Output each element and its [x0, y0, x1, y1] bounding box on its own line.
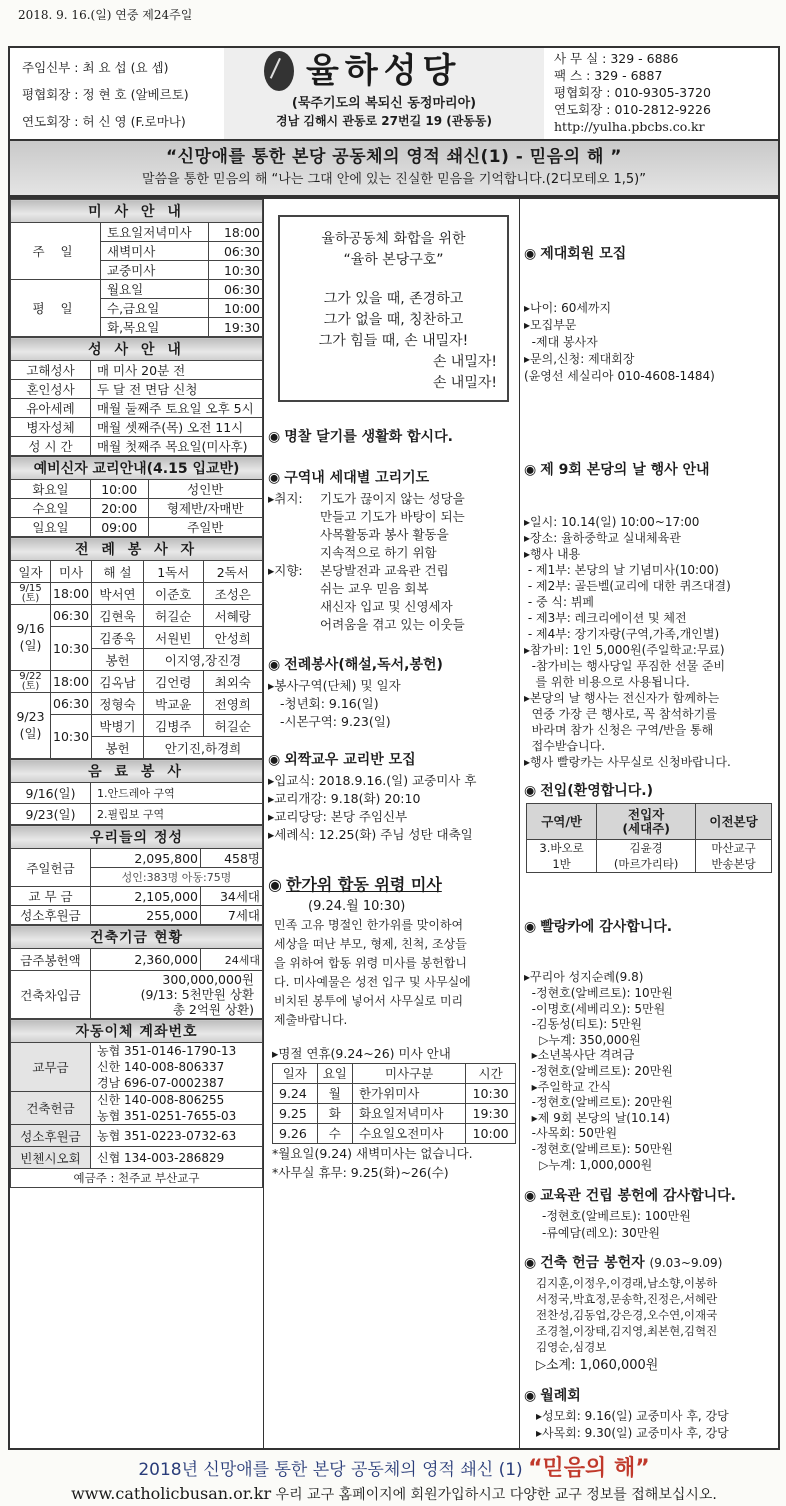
sacrament-name: 고해성사	[11, 361, 91, 380]
purpose-line: 만들고 기도가 바탕이 되는	[320, 509, 465, 524]
sacrament-title: 성 사 안 내	[11, 338, 263, 361]
commentator: 김현욱	[92, 605, 144, 627]
account-number: 농협 351-0251-7655-03	[97, 1109, 237, 1123]
bullseye-icon: ◉	[524, 919, 537, 936]
service-date: 9/16 (일)	[11, 605, 51, 671]
drinks-date: 9/16(일)	[11, 783, 91, 804]
altar-recruit-section	[524, 211, 774, 419]
account-number: 신한 140-008-806255	[97, 1093, 225, 1107]
pastor-info: 주임신부 : 최 요 섭 (요 셉)	[22, 60, 169, 75]
commentator: 박서연	[92, 583, 144, 605]
mass-time: 10:30	[51, 715, 92, 759]
holiday-day: 월	[317, 1084, 352, 1104]
col-header: 구역/반	[527, 804, 597, 840]
donation-line: -류예담(레오): 30만원	[542, 1226, 660, 1241]
donor-names: 전찬성,김동업,강은경,오수연,이재국	[536, 1308, 718, 1323]
account-label: 빈첸시오회	[11, 1147, 91, 1169]
body-line: 다. 미사예물은 성전 입구 및 사무실에	[274, 975, 471, 989]
event-line: ▸본당의 날 행사는 전신자가 함께하는	[524, 691, 720, 705]
palanca-line: ▸소년복사단 격려금	[524, 1048, 635, 1063]
altar-line: ▸모집부문	[524, 318, 577, 332]
palanca-line: ▷누계: 350,000원	[524, 1032, 641, 1047]
holiday-day: 화	[317, 1104, 352, 1124]
building-donors-section	[524, 1254, 774, 1375]
chuseok-time: (9.24.월 10:30)	[308, 899, 406, 914]
col-header: 일자	[11, 561, 51, 583]
service-line: -시몬구역: 9.23(일)	[280, 714, 391, 729]
aim-line: 어려움을 겪고 있는 이웃들	[320, 617, 465, 632]
aim-line: 쉬는 교우 믿음 회복	[320, 581, 429, 596]
transfer-district: 3.바오로 1반	[527, 840, 597, 873]
section-title: 외짝교우 교리반 모집	[284, 752, 416, 768]
sacrament-info: 두 달 전 면담 신청	[91, 380, 263, 399]
purpose-line: 기도가 끊이지 않는 성당을	[320, 491, 465, 506]
bullseye-icon: ◉	[268, 429, 281, 445]
class-type: 주일반	[148, 518, 263, 537]
website-link[interactable]: http://yulha.pbcbs.co.kr	[554, 119, 705, 134]
body-line: 을 위하여 합동 위령 미사를 봉헌합니	[274, 956, 467, 970]
class-type: 형제반/자매반	[148, 499, 263, 518]
first-reader: 김병주	[144, 715, 203, 737]
class-line: 교리당당: 본당 주임신부	[274, 809, 408, 824]
event-line: ▸장소: 율하중학교 실내체육관	[524, 531, 681, 545]
parish-patron: (묵주기도의 복되신 동정마리아)	[291, 96, 477, 111]
event-line: 바라며 참가 신청은 구역/반을 통해	[524, 723, 714, 737]
offering-table	[10, 825, 263, 925]
offering-label: 성소후원금	[11, 906, 91, 925]
holiday-note: *사무실 휴무: 9.25(화)~26(수)	[272, 1165, 449, 1180]
transfer-previous-parish: 마산교구 반송본당	[696, 840, 772, 873]
altar-line: (윤영선 세실리아 010-4608-1484)	[524, 369, 715, 383]
fund-count: 24세대	[201, 949, 263, 971]
sunday-label: 주 일	[11, 223, 101, 280]
theme-title: “신망애를 통한 본당 공동체의 영적 쇄신(1) - 믿음의 해 ”	[166, 147, 622, 167]
donors-period: (9.03~9.09)	[649, 1256, 723, 1271]
holiday-time: 10:00	[466, 1124, 516, 1144]
mass-time: 10:30	[209, 261, 263, 280]
event-line: 연중 가장 큰 행사로, 꼭 참석하기를	[524, 707, 717, 721]
sacrament-name: 병자성체	[11, 418, 91, 437]
palanca-line: ▷누계: 1,000,000원	[524, 1157, 653, 1172]
second-reader: 조성은	[203, 583, 262, 605]
commentator: 김옥남	[92, 671, 144, 693]
body-line: 민족 고유 명절인 한가위를 맞이하여	[274, 918, 464, 932]
col-header: 전입자 (세대주)	[597, 804, 696, 840]
first-reader: 박교윤	[144, 693, 203, 715]
service-date: 9/23 (일)	[11, 693, 51, 759]
class-line: 입교식: 2018.9.16.(일) 교중미사 후	[274, 773, 477, 788]
mass-schedule-table	[10, 199, 263, 337]
sacrament-info: 매 미사 20분 전	[91, 361, 263, 380]
second-reader: 안성희	[203, 627, 262, 649]
bullseye-icon: ◉	[524, 783, 537, 799]
palanca-line: -정현호(알베르토): 10만원	[524, 985, 673, 1000]
mass-schedule-title: 미 사 안 내	[11, 200, 263, 223]
prayer-chain-section: ◉ 구역내 세대별 고리기도 ▸취지: 기도가 끊이지 않는 성당을 만들고 기도가 바탕이 되는 사목활동과 봉사 활동을 지속적으로 하기 위함 ▸지향: 본당발전과 교육관 건립 쉬는 교우 믿음 회복 새신자 입교 및 신영세자 어려움을 겪고 있는 이웃들	[268, 470, 465, 632]
donor-names: 서정국,박효정,문송학,진정은,서혜란	[536, 1292, 718, 1307]
officers-block	[10, 48, 224, 139]
right-column	[520, 199, 778, 1448]
account-number: 경남 696-07-0002387	[97, 1076, 225, 1090]
commentator: 박병기	[92, 715, 144, 737]
mass-name: 월요일	[101, 280, 209, 299]
palanca-line: ▸주일학교 간식	[524, 1079, 612, 1094]
donor-names: 김지훈,이정우,이경래,남소향,이봉하	[536, 1276, 718, 1291]
theme-banner	[8, 141, 780, 197]
col-header: 미사	[51, 561, 92, 583]
palanca-line: ▸제 9회 본당의 날(10.14)	[524, 1110, 671, 1125]
nametag-text: 명찰 달기를 생활화 합시다.	[284, 429, 453, 445]
offering-amount: 2,095,800	[91, 849, 201, 868]
motto-title: “율하 본당구호”	[343, 252, 444, 268]
drinks-title: 음 료 봉 사	[11, 760, 263, 783]
council-president-info: 평협회장 : 정 현 호 (알베르토)	[22, 87, 189, 102]
account-label: 건축헌금	[11, 1092, 91, 1125]
section-title: 교육관 건립 봉헌에 감사합니다.	[540, 1188, 736, 1205]
offering-label: 주일헌금	[11, 849, 91, 887]
col-header: 이전본당	[696, 804, 772, 840]
mass-time: 06:30	[51, 605, 92, 627]
motto-line: 그가 없을 때, 칭찬하고	[323, 312, 464, 328]
palanca-line: -정현호(알베르토): 20만원	[524, 1095, 673, 1110]
purpose-line: 사목활동과 봉사 활동을	[320, 527, 449, 542]
parish-motto-box	[278, 215, 509, 402]
motto-line: 손 내밀자!	[432, 354, 497, 370]
loan-amount: 300,000,000원	[162, 972, 254, 987]
holiday-mass: 한가위미사	[352, 1084, 465, 1104]
mass-time: 18:00	[51, 671, 92, 693]
service-date: 9/22 (토)	[11, 671, 51, 693]
account-number: 신한 140-008-806337	[97, 1060, 225, 1074]
monthly-meeting-section	[524, 1387, 774, 1442]
mass-name: 수,금요일	[101, 299, 209, 318]
liturgy-title: 전 례 봉 사 자	[11, 538, 263, 561]
mass-time: 10:00	[209, 299, 263, 318]
account-label: 교무금	[11, 1043, 91, 1092]
donors-total: ▷소계: 1,060,000원	[536, 1358, 659, 1374]
building-fund-title: 건축기금 현황	[11, 926, 263, 949]
commentator: 김종욱	[92, 627, 144, 649]
motto-line: 손 내밀자!	[432, 375, 497, 391]
col-header: 해 설	[92, 561, 144, 583]
catechumen-table	[10, 456, 263, 537]
holiday-mass-heading: 명절 연휴(9.24~26) 미사 안내	[278, 1046, 451, 1061]
loan-label: 건축차입금	[11, 971, 91, 1019]
aim-line: 본당발전과 교육관 건립	[320, 563, 449, 578]
holiday-day: 수	[317, 1124, 352, 1144]
service-date: 9/15 (토)	[11, 583, 51, 605]
donor-names: 조경철,이장태,김지영,최본현,김혁진	[536, 1324, 718, 1339]
footer-diocese	[8, 1483, 780, 1506]
class-line: 세례식: 12.25(화) 주님 성탄 대축일	[274, 827, 473, 842]
section-title: 월례회	[540, 1388, 581, 1405]
event-line: ▸행사 내용	[524, 547, 581, 561]
footer-theme-text: 2018년 신망애를 통한 본당 공동체의 영적 쇄신 (1)	[138, 1460, 523, 1481]
meeting-line: ▸성모회: 9.16(일) 교중미사 후, 강당	[536, 1409, 729, 1424]
section-title: 전입(환영합니다.)	[540, 783, 654, 799]
motto-line: 그가 힘들 때, 손 내밀자!	[318, 333, 469, 349]
col-header: 시간	[466, 1064, 516, 1084]
liturgy-service-section: ◉ 전례봉사(해설,독서,봉헌) ▸봉사구역(단체) 및 일자 -청년회: 9.16(일) -시몬구역: 9.23(일)	[268, 656, 517, 731]
drinks-group: 2.필립보 구역	[91, 804, 263, 825]
palanca-line: ▸꾸리아 성지순례(9.8)	[524, 970, 644, 985]
sacrament-table	[10, 337, 263, 456]
yeondo-phone: 연도회장 : 010-2812-9226	[554, 102, 711, 117]
section-title: 구역내 세대별 고리기도	[284, 470, 430, 486]
council-phone: 평협회장 : 010-9305-3720	[554, 85, 711, 100]
middle-column	[264, 199, 520, 1448]
class-day: 수요일	[11, 499, 91, 518]
diocese-website-link[interactable]: www.catholicbusan.or.kr	[71, 1484, 272, 1504]
footer-theme	[8, 1456, 780, 1483]
event-line: - 제3부: 레크리에이션 및 체전	[524, 611, 687, 625]
event-line: ▸행사 빨랑카는 사무실로 신청바랍니다.	[524, 755, 731, 769]
issue-date: 2018. 9. 16.(일) 연중 제24주일	[18, 8, 193, 22]
sacrament-name: 혼인성사	[11, 380, 91, 399]
left-column	[10, 199, 264, 1448]
second-reader: 전영희	[203, 693, 262, 715]
second-reader: 서혜랑	[203, 605, 262, 627]
first-reader: 김언령	[144, 671, 203, 693]
event-line: - 중 식: 뷔페	[524, 595, 595, 609]
purpose-label: 취지:	[274, 491, 303, 506]
drinks-date: 9/23(일)	[11, 804, 91, 825]
catechumen-title: 예비신자 교리안내(4.15 입교반)	[11, 457, 263, 480]
transfer-table	[526, 803, 772, 873]
offertory-servers: 이지영,장진경	[144, 649, 263, 671]
parish-name: 율하성당	[306, 51, 462, 91]
offering-count: 458명	[201, 849, 263, 868]
bullseye-icon: ◉	[524, 246, 537, 262]
holiday-mass: 화요일저녁미사	[352, 1104, 465, 1124]
mass-time: 06:30	[51, 693, 92, 715]
parish-logo-icon	[264, 51, 294, 91]
holiday-date: 9.26	[273, 1124, 318, 1144]
class-time: 20:00	[91, 499, 149, 518]
sacrament-info: 매월 둘째주 토요일 오후 5시	[91, 399, 263, 418]
meeting-line: ▸사목회: 9.30(일) 교중미사 후, 강당	[536, 1426, 729, 1441]
building-fund-table	[10, 925, 263, 1019]
account-label: 성소후원금	[11, 1125, 91, 1147]
accounts-table	[10, 1019, 263, 1188]
service-line: 봉사구역(단체) 및 일자	[274, 678, 401, 693]
motto-line: 그가 있을 때, 존경하고	[323, 291, 464, 307]
donor-names: 김영순,심경보	[536, 1340, 607, 1355]
event-line: 접수받습니다.	[524, 739, 606, 753]
bullseye-icon: ◉	[524, 462, 537, 478]
offering-amount: 2,105,000	[91, 887, 201, 906]
aim-line: 새신자 입교 및 신영세자	[320, 599, 453, 614]
event-line: -참가비는 행사당일 푸짐한 선물 준비	[524, 659, 726, 673]
section-title: 빨랑카에 감사합니다.	[540, 919, 673, 936]
mass-time: 19:30	[209, 318, 263, 337]
fax: 팩 스 : 329 - 6887	[554, 68, 663, 83]
mass-name: 새벽미사	[101, 242, 209, 261]
second-reader: 최외숙	[203, 671, 262, 693]
mass-time: 06:30	[209, 242, 263, 261]
account-number: 농협 351-0146-1790-13	[97, 1044, 237, 1058]
altar-line: ▸문의,신청: 제대회장	[524, 352, 635, 366]
event-line: ▸참가비: 1인 5,000원(주일학교:무료)	[524, 643, 725, 657]
donation-line: -정현호(알베르토): 100만원	[542, 1209, 691, 1224]
weekday-label: 평 일	[11, 280, 101, 337]
section-title: 제대회원 모집	[540, 246, 627, 262]
palanca-line: -사목회: 50만원	[524, 1126, 618, 1141]
class-day: 일요일	[11, 518, 91, 537]
footer-theme-highlight: “믿음의 해”	[528, 1456, 650, 1482]
body-line: 세상을 떠난 부모, 형제, 친척, 조상들	[274, 937, 467, 951]
mass-name: 교중미사	[101, 261, 209, 280]
transfer-section	[524, 782, 774, 873]
account-number: 농협 351-0223-0732-63	[91, 1125, 263, 1147]
mass-time: 18:00	[51, 583, 92, 605]
bullseye-icon: ◉	[524, 1388, 537, 1405]
mass-time: 18:00	[209, 223, 263, 242]
col-header: 미사구분	[352, 1064, 465, 1084]
contact-block	[544, 48, 778, 139]
mass-time: 06:30	[209, 280, 263, 299]
liturgy-servers-table	[10, 537, 263, 759]
first-reader: 이준호	[144, 583, 203, 605]
palanca-section	[524, 887, 774, 1173]
bullseye-icon: ◉	[268, 752, 281, 768]
parish-title-block	[224, 48, 544, 139]
theme-verse: 말씀을 통한 믿음의 해 “나는 그대 안에 있는 진실한 믿음을 기억합니다.(2디모테오 1,5)”	[141, 172, 646, 187]
holiday-mass: 수요일오전미사	[352, 1124, 465, 1144]
transfer-name: 김윤경 (마르가리타)	[597, 840, 696, 873]
account-owner: 예금주 : 천주교 부산교구	[11, 1169, 263, 1188]
accounts-title: 자동이체 계좌번호	[11, 1020, 263, 1043]
altar-line: -제대 봉사자	[524, 335, 598, 349]
mass-name: 화,목요일	[101, 318, 209, 337]
class-line: 교리개강: 9.18(화) 20:10	[274, 791, 421, 806]
purpose-line: 지속적으로 하기 위함	[320, 545, 437, 560]
col-header: 요일	[317, 1064, 352, 1084]
palanca-line: -김동성(티토): 5만원	[524, 1017, 642, 1032]
event-line: - 제1부: 본당의 날 기념미사(10:00)	[524, 563, 719, 577]
bullseye-icon: ◉	[268, 875, 282, 894]
holiday-time: 19:30	[466, 1104, 516, 1124]
section-title: 전례봉사(해설,독서,봉헌)	[284, 657, 443, 673]
event-line: ▸일시: 10.14(일) 10:00~17:00	[524, 515, 700, 529]
account-number: 신협 134-003-286829	[91, 1147, 263, 1169]
col-header: 2독서	[203, 561, 262, 583]
offering-title: 우리들의 정성	[11, 826, 263, 849]
mass-time: 10:30	[51, 627, 92, 671]
section-title: 제 9회 본당의 날 행사 안내	[540, 462, 710, 478]
loan-note: (9/13: 5천만원 상환	[140, 987, 254, 1002]
offertory-label: 봉헌	[92, 737, 144, 759]
mass-name: 토요일저녁미사	[101, 223, 209, 242]
event-line: - 제4부: 장기자랑(구역,가족,개인별)	[524, 627, 720, 641]
fund-label: 금주봉헌액	[11, 949, 91, 971]
education-hall-section	[524, 1187, 774, 1242]
attendance-breakdown: 성인:383명 아동:75명	[91, 868, 263, 887]
parish-address: 경남 김해시 관동로 27번길 19 (관동동)	[276, 114, 492, 128]
second-reader: 허길순	[203, 715, 262, 737]
event-line: - 제2부: 골든벨(교리에 대한 퀴즈대결)	[524, 579, 731, 593]
chuseok-mass-section: ◉ 한가위 합동 위령 미사 (9.24.월 10:30) 민족 고유 명절인 한가위를 맞이하여 세상을 떠난 부모, 형제, 친척, 조상들 을 위하여 합동 위령 미사를 봉헌합니 다. 미사예물은 성전 입구 및 사무실에 비치된 봉투에 넣어서 사무실로 미리 제출바랍니다. ▸명절 연휴(9.24~26) 미사 안내 일자 요일 미사구분 시간 9.24 월 한가위미사 10:30 9.25 화 화요일저녁미사 19:30 9.26 수 수요일오전미사 10:00 *월요일(9.24) 새벽미사는 없습니다. *사무실 휴무: 9.25(화)~26(수)	[268, 874, 517, 1182]
bullseye-icon: ◉	[268, 470, 281, 486]
col-header: 일자	[273, 1064, 318, 1084]
bullseye-icon: ◉	[268, 657, 281, 673]
offering-count: 34세대	[201, 887, 263, 906]
nametag-notice	[268, 428, 517, 447]
aim-label: 지향:	[274, 563, 303, 578]
holiday-mass-table	[272, 1063, 516, 1144]
sacrament-name: 유아세례	[11, 399, 91, 418]
class-time: 09:00	[91, 518, 149, 537]
offertory-label: 봉헌	[92, 649, 144, 671]
motto-heading: 율하공동체 화합을 위한	[321, 231, 466, 247]
parish-day-section	[524, 429, 774, 770]
footer-note: 우리 교구 홈페이지에 회원가입하시고 다양한 교구 정보를 접해보십시오.	[275, 1487, 717, 1504]
palanca-line: -정현호(알베르토): 20만원	[524, 1063, 673, 1078]
parish-header	[8, 46, 780, 141]
section-title: 한가위 합동 위령 미사	[285, 875, 442, 894]
body-line: 제출바랍니다.	[274, 1013, 348, 1027]
palanca-line: -정현호(알베르토): 50만원	[524, 1141, 673, 1156]
bullseye-icon: ◉	[524, 1255, 537, 1272]
catechism-class-section: ◉ 외짝교우 교리반 모집 ▸입교식: 2018.9.16.(일) 교중미사 후 ▸교리개강: 9.18(화) 20:10 ▸교리당당: 본당 주임신부 ▸세례식: 12.25(화) 주님 성탄 대축일	[268, 752, 477, 842]
body-line: 비치된 봉투에 넣어서 사무실로 미리	[274, 994, 464, 1008]
drinks-service-table	[10, 759, 263, 825]
sacrament-info: 매월 첫째주 목요일(미사후)	[91, 437, 263, 456]
holiday-note: *월요일(9.24) 새벽미사는 없습니다.	[272, 1146, 473, 1161]
yeondo-president-info: 연도회장 : 허 신 영 (F.로마나)	[22, 114, 186, 129]
office-phone: 사 무 실 : 329 - 6886	[554, 51, 679, 66]
first-reader: 서원빈	[144, 627, 203, 649]
service-line: -청년회: 9.16(일)	[280, 696, 379, 711]
class-time: 10:00	[91, 480, 149, 499]
offering-label: 교 무 금	[11, 887, 91, 906]
offertory-servers: 안기진,하경희	[144, 737, 263, 759]
drinks-group: 1.안드레아 구역	[91, 783, 263, 804]
sacrament-name: 성 시 간	[11, 437, 91, 456]
class-type: 성인반	[148, 480, 263, 499]
class-day: 화요일	[11, 480, 91, 499]
holiday-time: 10:30	[466, 1084, 516, 1104]
holiday-date: 9.25	[273, 1104, 318, 1124]
section-title: 건축 헌금 봉헌자	[540, 1255, 645, 1272]
loan-note: 총 2억원 상환)	[172, 1002, 254, 1017]
offering-count: 7세대	[201, 906, 263, 925]
palanca-line: -이명호(세베리오): 5만원	[524, 1001, 666, 1016]
col-header: 1독서	[144, 561, 203, 583]
bulletin-body	[8, 197, 780, 1450]
offering-amount: 255,000	[91, 906, 201, 925]
commentator: 정형숙	[92, 693, 144, 715]
holiday-date: 9.24	[273, 1084, 318, 1104]
first-reader: 허길순	[144, 605, 203, 627]
sacrament-info: 매월 셋째주(목) 오전 11시	[91, 418, 263, 437]
fund-amount: 2,360,000	[91, 949, 201, 971]
bullseye-icon: ◉	[524, 1188, 537, 1205]
altar-line: ▸나이: 60세까지	[524, 301, 612, 315]
event-line: 를 위한 비용으로 사용됩니다.	[524, 675, 690, 689]
